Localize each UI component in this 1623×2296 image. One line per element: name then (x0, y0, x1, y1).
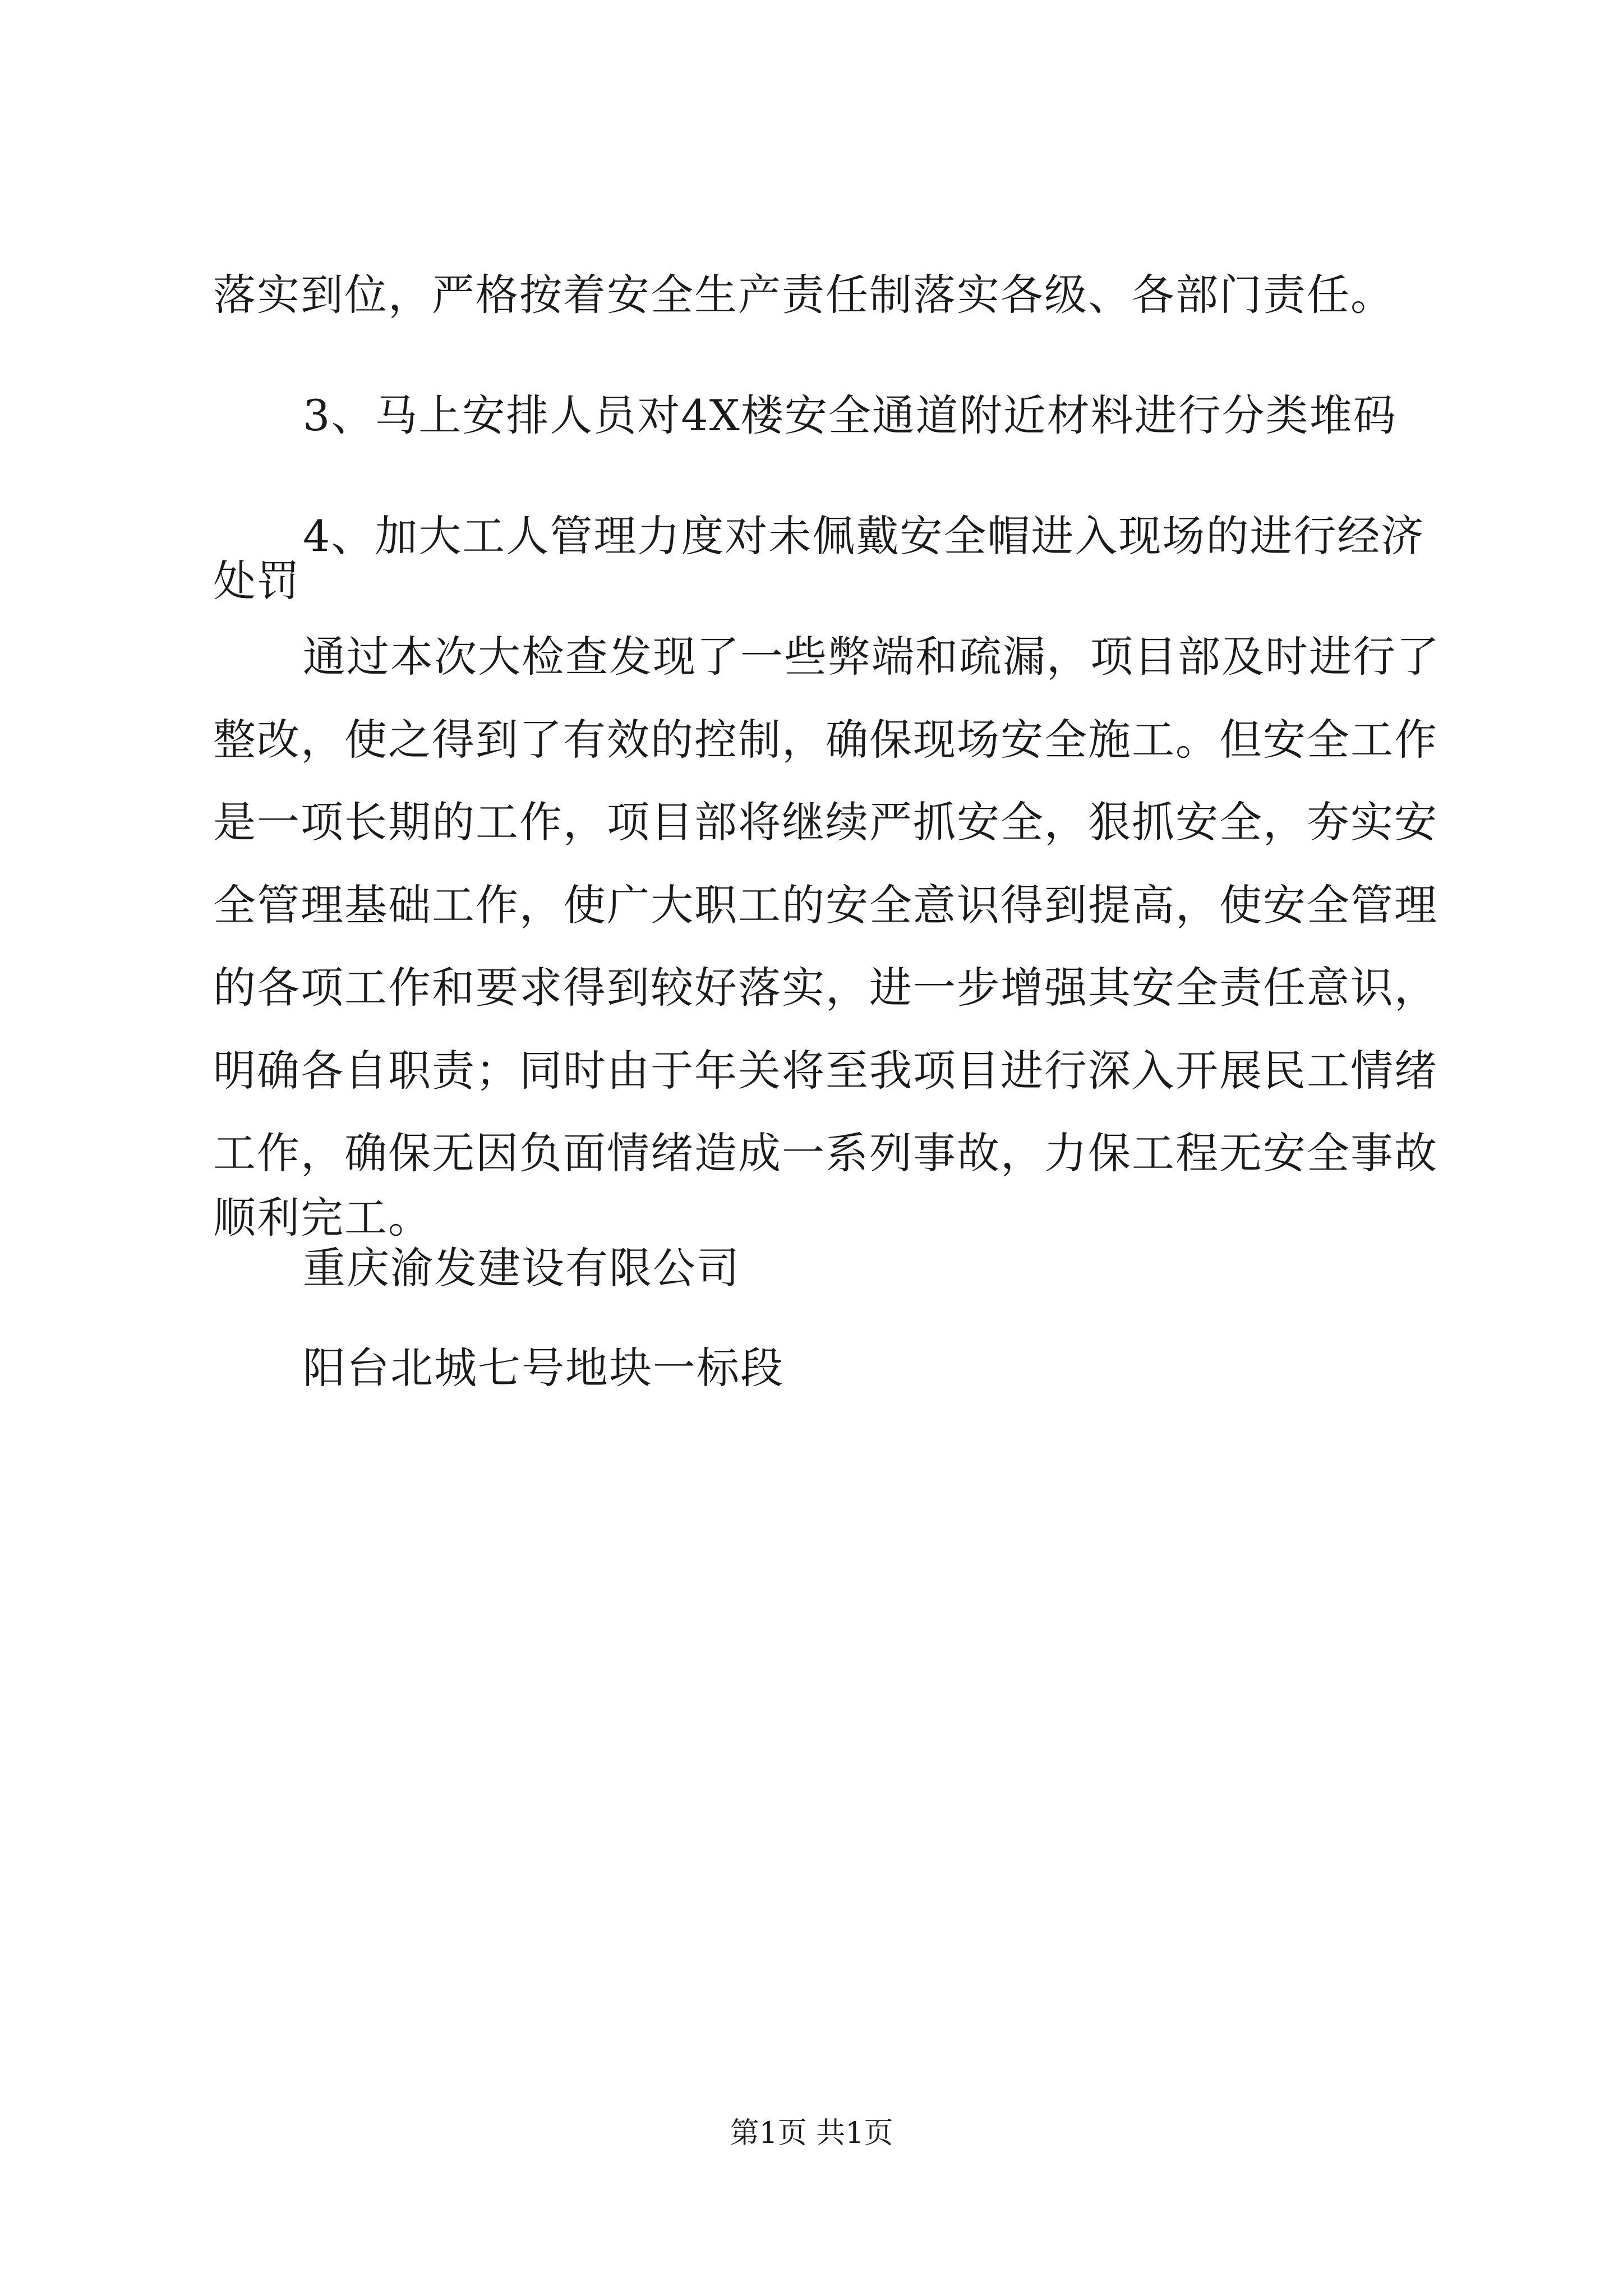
text-line-2: 3、马上安排人员对4X楼安全通道附近材料进行分类堆码 (303, 390, 1397, 440)
text-line-11: 工作，确保无因负面情绪造成一系列事故，力保工程无安全事故 (213, 1128, 1438, 1178)
text-line-7: 是一项长期的工作，项目部将继续严抓安全，狠抓安全，夯实安 (213, 797, 1438, 847)
text-line-6: 整改，使之得到了有效的控制，确保现场安全施工。但安全工作 (213, 715, 1438, 765)
text-line-3: 4、加大工人管理力度对未佩戴安全帽进入现场的进行经济 (303, 511, 1425, 561)
text-line-8: 全管理基础工作，使广大职工的安全意识得到提高，使安全管理 (213, 880, 1438, 930)
text-line-12: 顺利完工。 (213, 1193, 432, 1243)
text-line-10: 明确各自职责；同时由于年关将至我项目进行深入开展民工情绪 (213, 1046, 1438, 1096)
text-line-5: 通过本次大检查发现了一些弊端和疏漏，项目部及时进行了 (303, 632, 1440, 682)
project-section: 阳台北城七号地块一标段 (303, 1343, 784, 1393)
page-footer: 第1页 共1页 (730, 2116, 893, 2150)
company-name: 重庆渝发建设有限公司 (303, 1243, 740, 1293)
text-line-4: 处罚 (213, 556, 301, 606)
text-line-9: 的各项工作和要求得到较好落实，进一步增强其安全责任意识， (213, 963, 1438, 1013)
text-line-1: 落实到位，严格按着安全生产责任制落实各级、各部门责任。 (213, 270, 1394, 320)
